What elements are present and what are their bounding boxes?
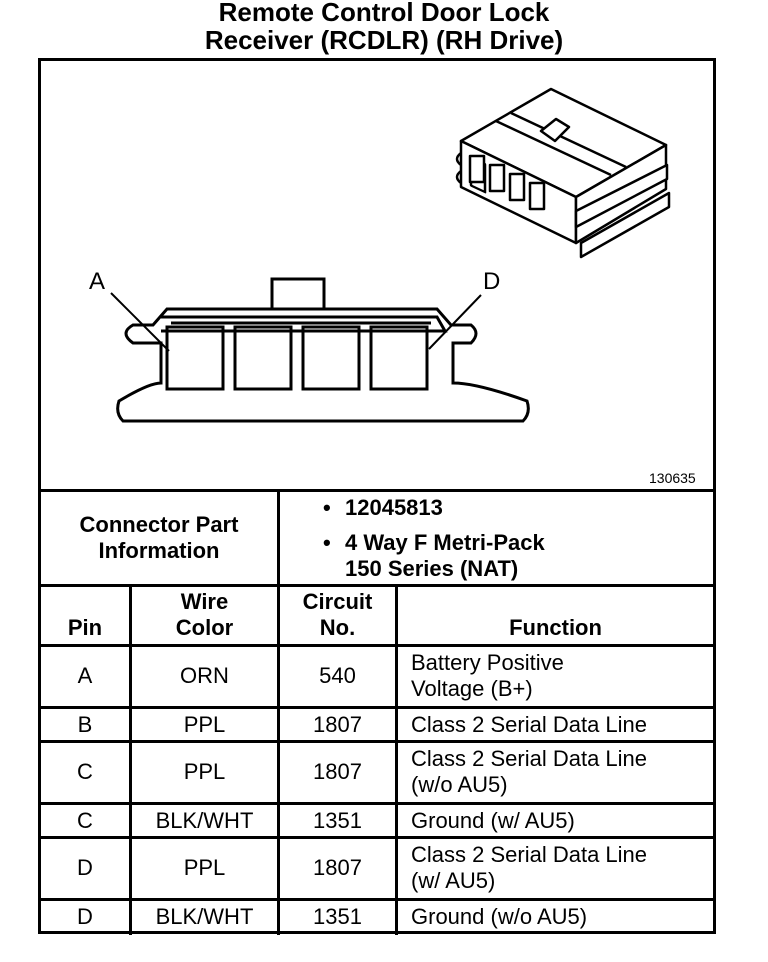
divider	[41, 489, 713, 492]
cell-pin: A	[77, 663, 93, 688]
header-circuit-line-1: Circuit	[302, 589, 373, 614]
cell-wire-color: PPL	[183, 855, 226, 880]
header-wire-color-line-2: Color	[175, 615, 234, 640]
cell-circuit: 1807	[313, 855, 362, 880]
page-title-line-2: Receiver (RCDLR) (RH Drive)	[204, 25, 564, 55]
cell-function-line-1: Class 2 Serial Data Line	[411, 746, 648, 771]
cell-function-line-1: Ground (w/o AU5)	[411, 904, 588, 929]
connector-diagram	[41, 61, 713, 491]
cell-circuit: 1351	[313, 808, 362, 833]
connector-3d-icon	[457, 89, 669, 257]
bullet-icon: •	[323, 530, 331, 555]
cell-wire-color: PPL	[183, 712, 226, 737]
connector-type-line-1: 4 Way F Metri-Pack	[345, 530, 545, 555]
divider	[41, 644, 713, 647]
header-circuit-line-2: No.	[319, 615, 356, 640]
cell-pin: D	[77, 855, 93, 880]
cell-function-line-2: (w/o AU5)	[411, 772, 508, 797]
connector-type-line-2: 150 Series (NAT)	[345, 556, 519, 581]
cell-pin: B	[77, 712, 93, 737]
figure-id: 130635	[649, 470, 696, 486]
connector-info-label-line-2: Information	[98, 538, 220, 563]
cell-circuit: 540	[319, 663, 356, 688]
cell-circuit: 1807	[313, 712, 362, 737]
cell-wire-color: ORN	[180, 663, 229, 688]
cell-function-line-1: Class 2 Serial Data Line	[411, 712, 648, 737]
cell-pin: C	[77, 808, 93, 833]
bullet-icon: •	[323, 495, 331, 520]
cell-circuit: 1807	[313, 759, 362, 784]
cell-wire-color: BLK/WHT	[155, 808, 254, 833]
part-number: 12045813	[345, 495, 443, 520]
cell-function-line-2: (w/ AU5)	[411, 868, 496, 893]
header-function: Function	[509, 615, 602, 640]
cell-function-line-2: Voltage (B+)	[411, 676, 533, 701]
cell-function-line-1: Battery Positive	[411, 650, 564, 675]
cell-circuit: 1351	[313, 904, 362, 929]
cell-function-line-1: Ground (w/ AU5)	[411, 808, 575, 833]
pin-a-label: A	[89, 268, 106, 295]
header-wire-color-line-1: Wire	[180, 589, 229, 614]
cell-wire-color: PPL	[183, 759, 226, 784]
divider	[41, 584, 713, 587]
divider	[41, 740, 713, 743]
connector-info-label-line-1: Connector Part	[79, 512, 239, 537]
connector-sheet	[38, 58, 716, 934]
divider	[41, 898, 713, 901]
cell-pin: C	[77, 759, 93, 784]
connector-face-icon	[111, 279, 528, 421]
divider	[41, 836, 713, 839]
pin-d-label: D	[483, 268, 501, 295]
page-title-line-1: Remote Control Door Lock	[218, 0, 550, 27]
cell-pin: D	[77, 904, 93, 929]
divider	[41, 706, 713, 709]
divider	[41, 802, 713, 805]
cell-function-line-1: Class 2 Serial Data Line	[411, 842, 648, 867]
header-pin: Pin	[67, 615, 103, 640]
cell-wire-color: BLK/WHT	[155, 904, 254, 929]
